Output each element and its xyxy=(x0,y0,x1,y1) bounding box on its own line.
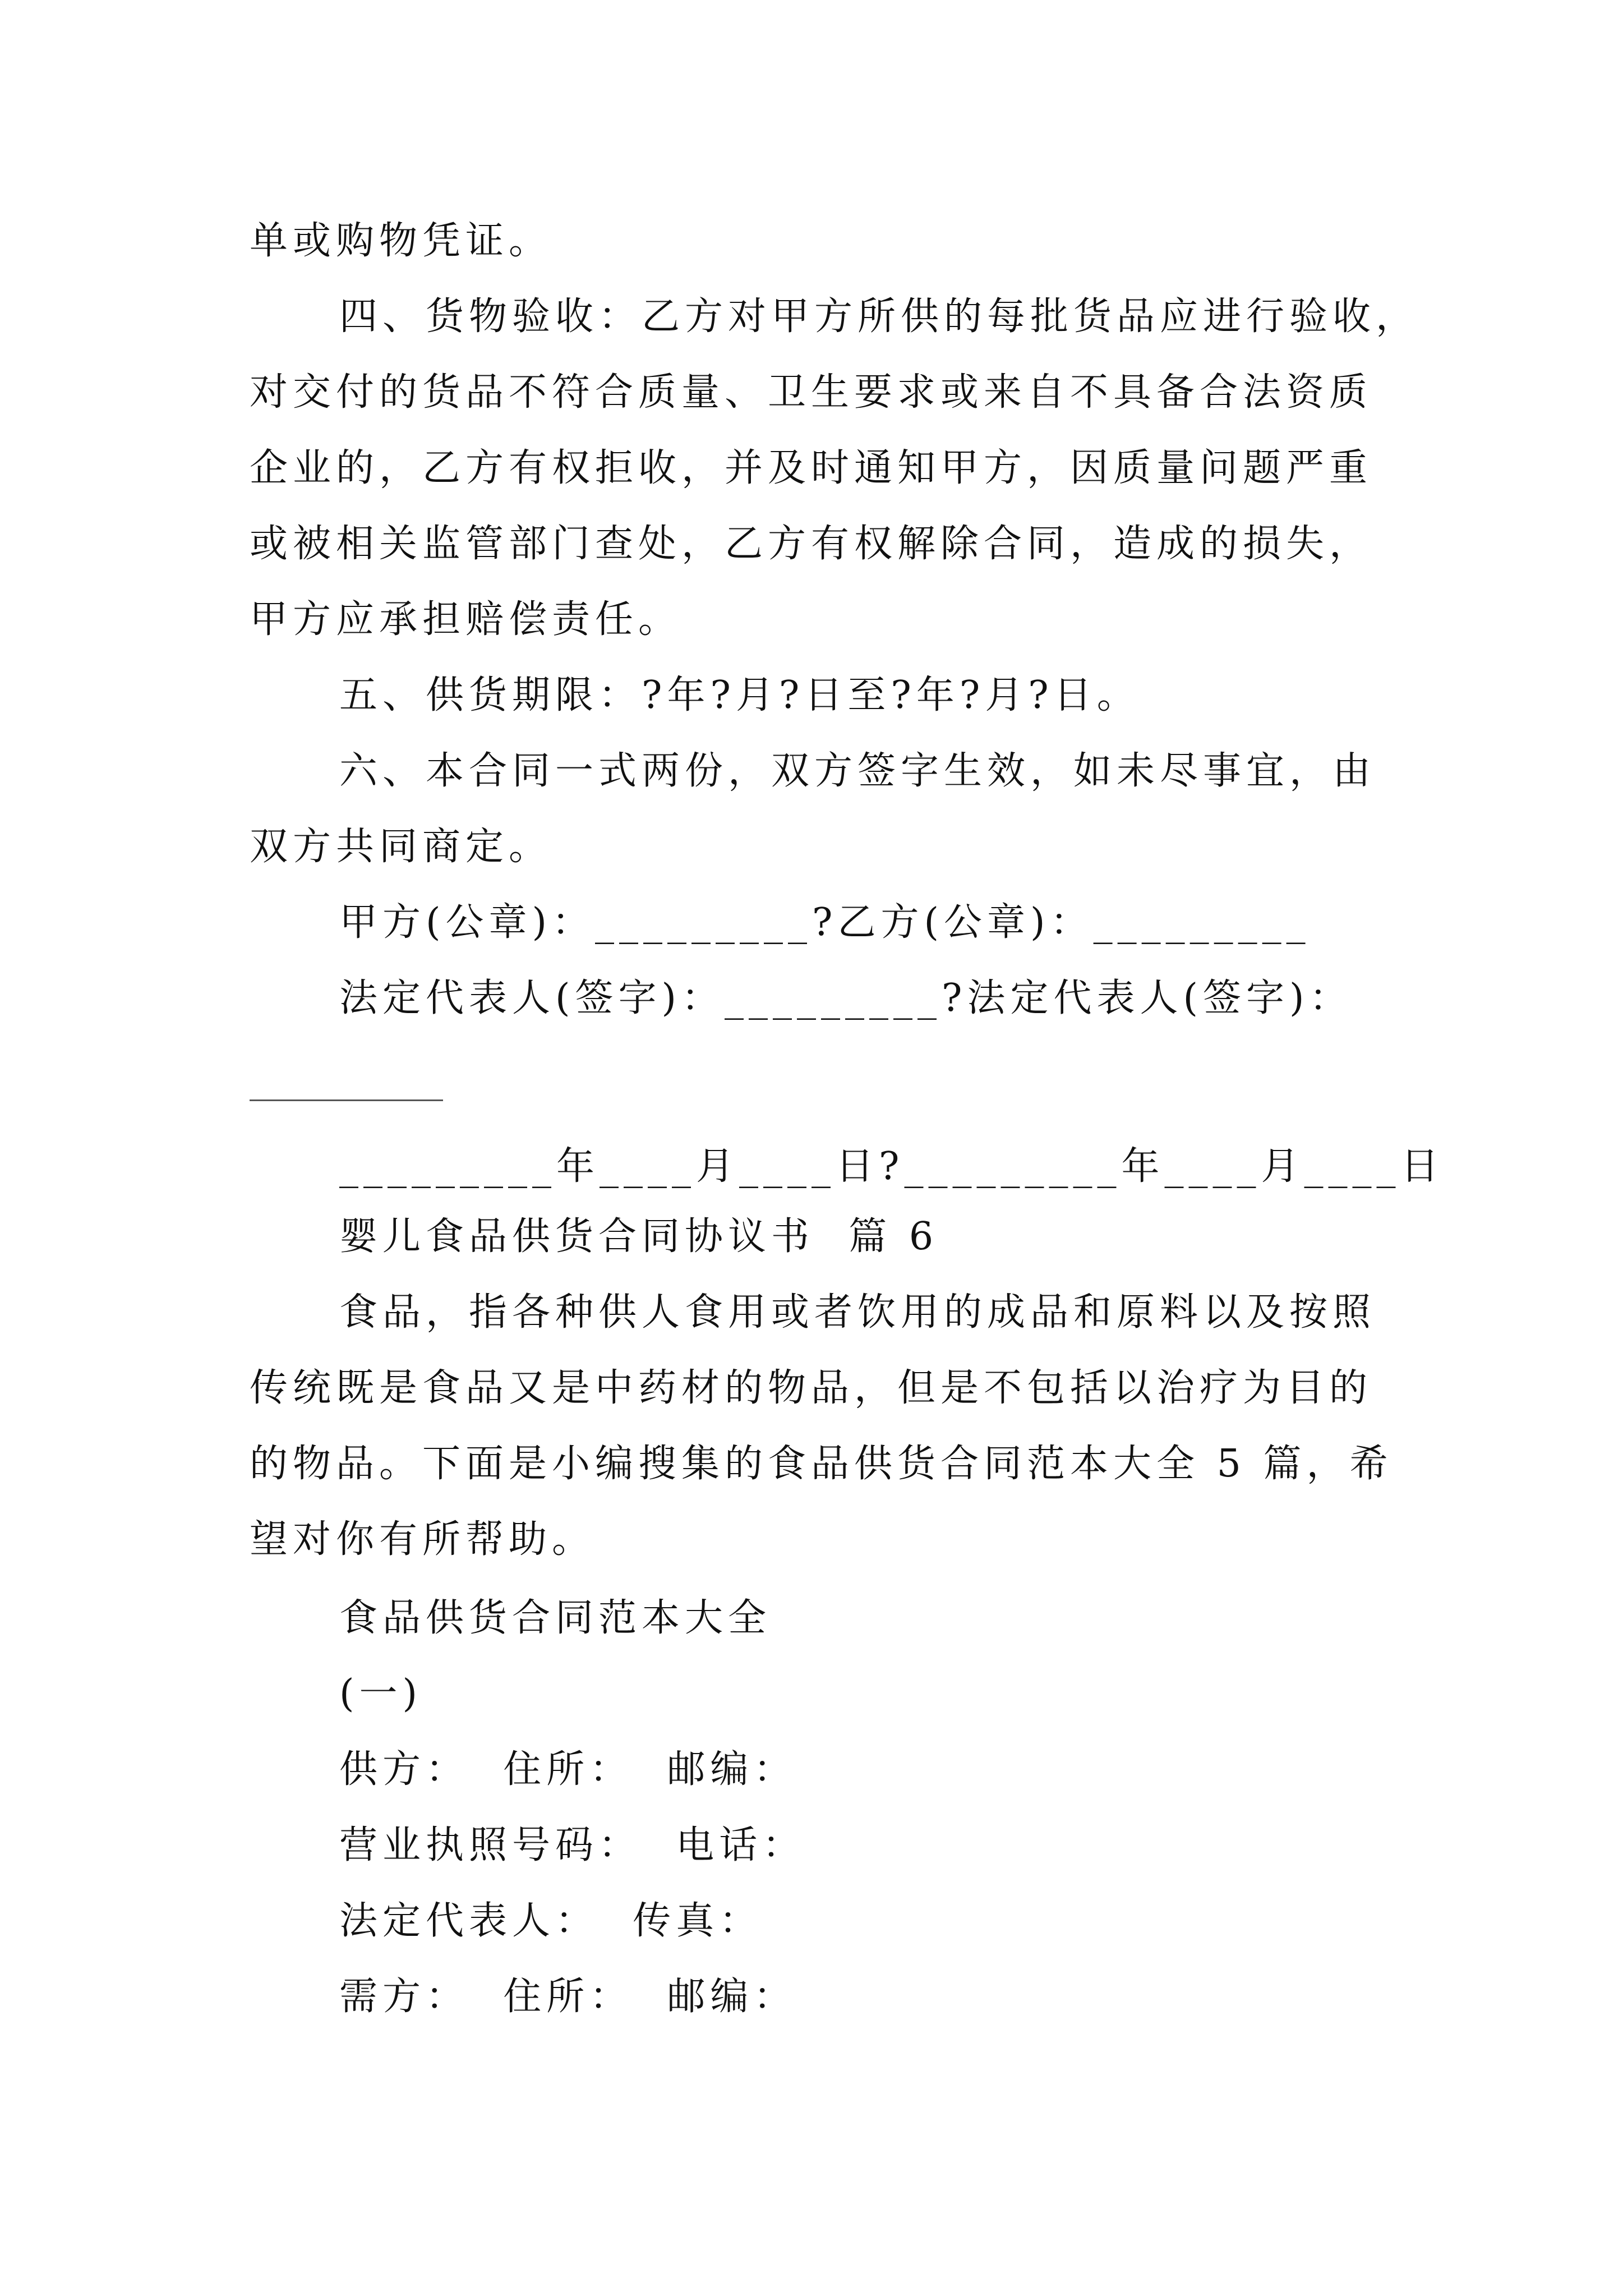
form-line: 营业执照号码： 电话： xyxy=(339,1823,806,1867)
paragraph-line: 食品，指各种供人食用或者饮用的成品和原料以及按照 xyxy=(339,1290,1376,1335)
paragraph-line: 单或购物凭证。 xyxy=(250,219,552,263)
form-line: 供方： 住所： 邮编： xyxy=(339,1747,797,1792)
paragraph-line: 双方共同商定。 xyxy=(250,825,552,869)
signature-line-party-seal: 甲方(公章)：_________?乙方(公章)：_________ xyxy=(339,900,1311,945)
paragraph-line: 甲方应承担赔偿责任。 xyxy=(250,597,682,642)
paragraph-line: 企业的，乙方有权拒收，并及时通知甲方，因质量问题严重 xyxy=(250,446,1373,490)
paragraph-line: 对交付的货品不符合质量、卫生要求或来自不具备合法资质 xyxy=(250,370,1373,415)
subheading-number: (一) xyxy=(339,1672,423,1716)
paragraph-line: 的物品。下面是小编搜集的食品供货合同范本大全 5 篇，希 xyxy=(250,1442,1393,1486)
form-line: 需方： 住所： 邮编： xyxy=(339,1975,797,2019)
signature-date-line: _________年____月____日?_________年____月____日 xyxy=(339,1144,1444,1189)
paragraph-line: 望对你有所帮助。 xyxy=(250,1517,596,1562)
paragraph-line: 四、货物验收：乙方对甲方所供的每批货品应进行验收， xyxy=(339,295,1419,339)
section-heading: 婴儿食品供货合同协议书 篇 6 xyxy=(339,1214,939,1259)
subheading: 食品供货合同范本大全 xyxy=(339,1596,772,1640)
paragraph-line: 五、供货期限：?年?月?日至?年?月?日。 xyxy=(339,673,1140,717)
form-line: 法定代表人： 传真： xyxy=(339,1899,763,1943)
signature-blank xyxy=(250,1099,443,1101)
paragraph-line: 或被相关监管部门查处，乙方有权解除合同，造成的损失， xyxy=(250,522,1373,566)
paragraph-line: 传统既是食品又是中药材的物品，但是不包括以治疗为目的 xyxy=(250,1366,1373,1410)
signature-line-representative: 法定代表人(签字)：_________?法定代表人(签字)： xyxy=(339,976,1353,1020)
paragraph-line: 六、本合同一式两份，双方签字生效，如未尽事宜，由 xyxy=(339,749,1376,793)
